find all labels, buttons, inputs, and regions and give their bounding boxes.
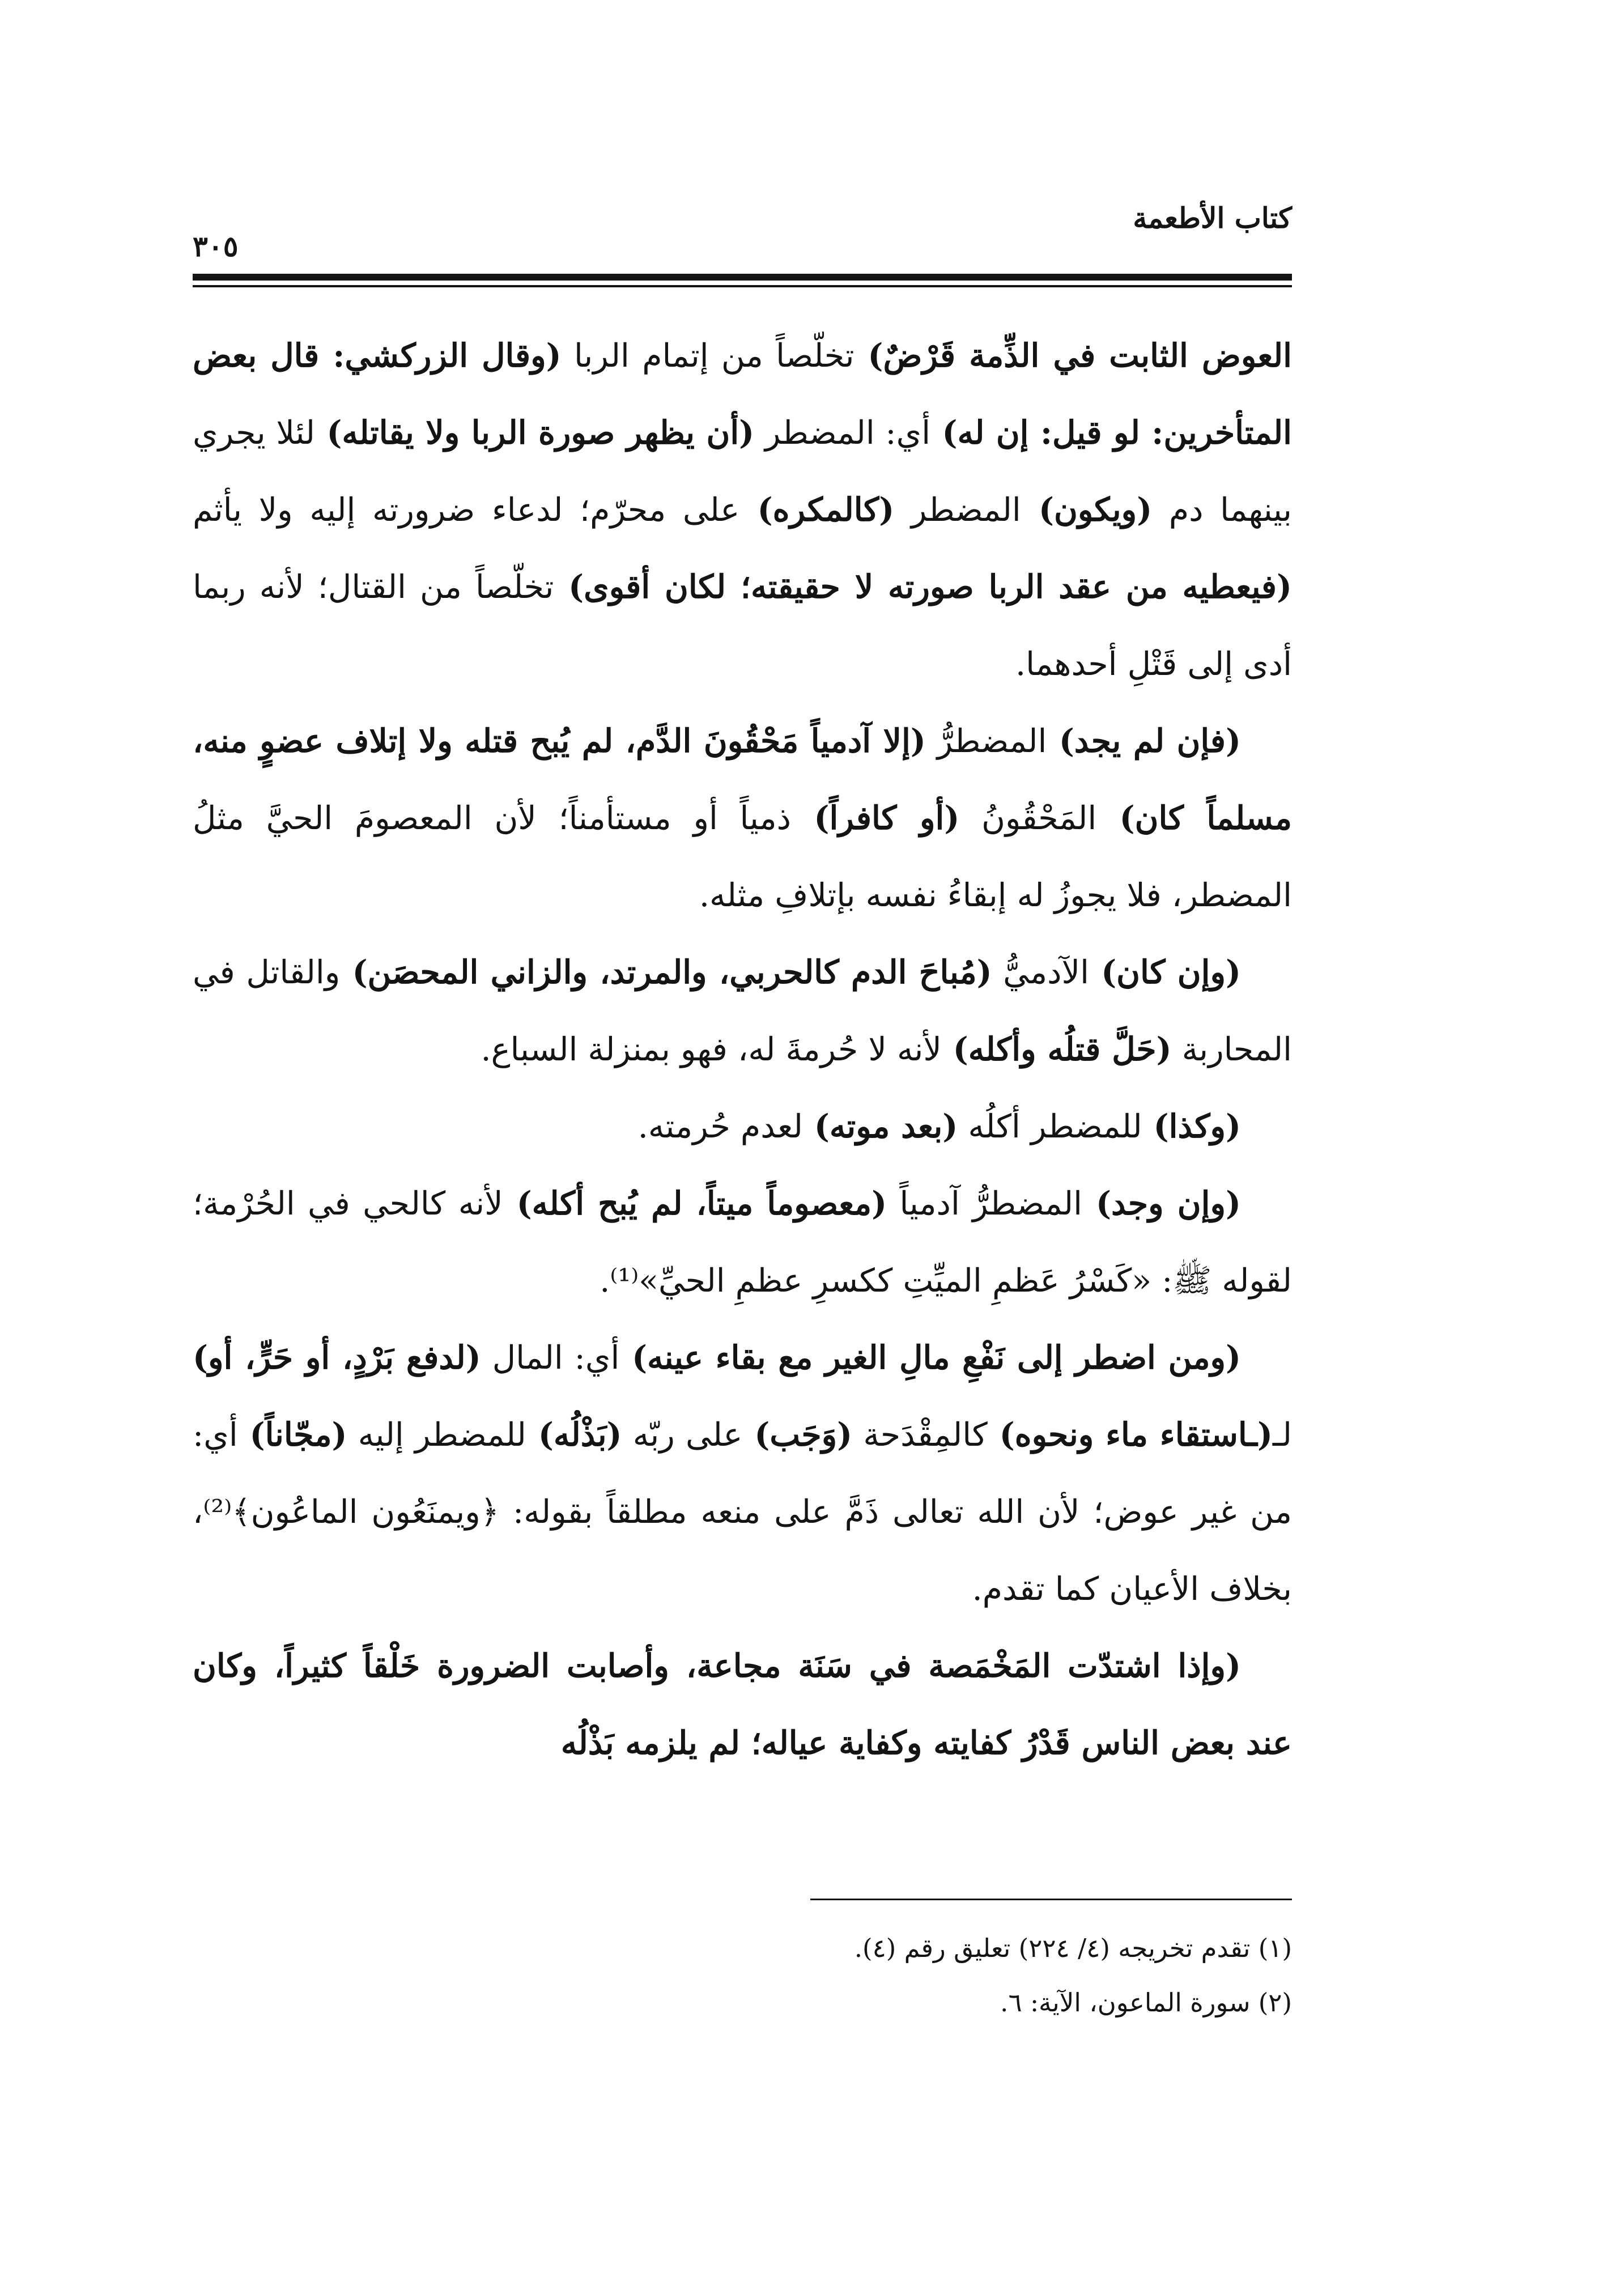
bold-segment: (بعد موته) <box>803 1107 958 1145</box>
bold-segment: (مجّاناً) <box>237 1416 347 1454</box>
bold-segment: (وإن كان) <box>1089 953 1241 991</box>
text-segment: على محرّم؛ لدعاء ضرورته إليه ولا يأثم <box>193 491 740 529</box>
bold-segment: (وإذا اشتدّت المَخْمَصة في سَنَة مجاعة، وأصابت الضرورة خَلْقاً كثيراً، وكان عند بعض الناس قَدْرُ كفايته وكفاية عياله؛ لم يلزمه بَذْلُه <box>193 1647 1292 1762</box>
bold-segment: (فإن لم يجد) <box>1047 722 1242 760</box>
text-segment: للمضطر إليه <box>347 1416 526 1454</box>
bold-segment: (ويكون) <box>1021 491 1153 529</box>
paragraph-4 <box>193 1088 1292 1165</box>
bold-segment: (وَجَب) <box>742 1416 853 1454</box>
bold-segment: (أو كافراً) <box>791 799 960 837</box>
text-segment: أي: من غير عوض؛ لأن الله تعالى ذَمَّ على منعه مطلقاً بقوله: ﴿ويمنَعُون الماعُون﴾⁽²⁾، بخلاف الأعيان كما تقدم. <box>193 1416 1292 1608</box>
bold-segment: (إلا آدمياً مَحْقُونَ الدَّم، لم يُبح قتله ولا إتلاف عضوٍ منه، مسلماً كان) <box>193 722 1293 837</box>
bold-segment: (وكذا) <box>1142 1107 1241 1145</box>
text-segment: أي: المضطر <box>754 414 931 452</box>
bold-segment: (ومن اضطر إلى نَفْعِ مالِ الغير مع بقاء عينه) <box>619 1339 1241 1377</box>
text-segment: أي: المال <box>481 1339 620 1377</box>
footnote-separator <box>810 1899 1292 1900</box>
text-segment: والقاتل في المحاربة <box>193 954 1292 1068</box>
header-rule-thin <box>193 285 1292 287</box>
bold-segment: (وقال الزركشي: قال بعض المتأخرين: لو قيل: إن له) <box>193 337 1293 452</box>
bold-segment: (لدفع بَرْدٍ، أو حَرٍّ، أو) <box>193 1339 481 1377</box>
text-segment: للمضطر أكلُه <box>958 1108 1142 1145</box>
footnote-1: (١) تقدم تخريجه (٤/ ٢٢٤) تعليق رقم (٤). <box>854 1933 1292 1963</box>
page <box>193 170 1292 2210</box>
paragraph-6 <box>193 1319 1292 1628</box>
paragraph-7 <box>193 1628 1292 1782</box>
text-segment: على ربّه <box>622 1416 743 1454</box>
page-header <box>193 170 1292 263</box>
bold-segment: (أن يظهر صورة الربا ولا يقاتله) <box>315 414 755 452</box>
text-segment: لعدم حُرمته. <box>637 1108 804 1145</box>
bold-segment: (معصوماً ميتاً، لم يُبح أكله) <box>503 1184 887 1222</box>
paragraph-1 <box>193 317 1292 703</box>
text-segment: ذمياً أو مستأمناً؛ لأن المعصومَ الحيَّ مثلُ المضطر، فلا يجوزُ له إبقاءُ نفسه بإتلافِ مثله. <box>193 800 1292 914</box>
text-segment: لأنه كالحي في الحُرْمة؛ لقوله ﷺ: «كَسْرُ عَظمِ الميِّتِ ككسرِ عظمِ الحيِّ»⁽¹⁾. <box>193 1185 1292 1300</box>
bold-segment: (وإن وجد) <box>1082 1184 1241 1222</box>
text-segment: الآدميُّ <box>992 954 1089 991</box>
footnote-2: (٢) سورة الماعون، الآية: ٦. <box>1000 1988 1292 2018</box>
main-text <box>193 317 1292 1782</box>
paragraph-5 <box>193 1165 1292 1319</box>
bold-segment: (فيعطيه من عقد الربا صورته لا حقيقته؛ لكان أقوى) <box>554 568 1292 606</box>
page-number: ٣٠٥ <box>193 230 239 263</box>
bold-segment: العوض الثابت في الذِّمة قَرْضٌ) <box>854 337 1293 375</box>
bold-segment: (مُباحَ الدم كالحربي، والمرتد، والزاني المحصَن) <box>340 953 992 991</box>
text-segment: لأنه لا حُرمةَ له، فهو بمنزلة السباع. <box>481 1031 942 1068</box>
bold-segment: (كالمكره) <box>739 491 895 529</box>
text-segment: تخلّصاً من إتمام الربا <box>561 337 854 375</box>
text-segment: كالمِقْدَحة <box>852 1416 988 1454</box>
bold-segment: (بَذْلُه) <box>526 1416 622 1454</box>
text-segment: المضطرُّ آدمياً <box>887 1185 1082 1222</box>
header-rule-thick <box>193 274 1292 281</box>
text-segment: تخلّصاً من القتال؛ لأنه ربما أدى إلى قَتْلِ أحدهما. <box>193 568 1292 683</box>
running-title: كتاب الأطعمة <box>1133 201 1292 235</box>
text-segment: المَحْقُونُ <box>959 800 1097 837</box>
text-segment: المضطرُّ <box>925 723 1047 760</box>
bold-segment: (ـاستقاء ماء ونحوه) <box>987 1416 1273 1454</box>
text-segment: لئلا يجري بينهما دم <box>193 414 1292 529</box>
text-segment: لـ <box>1272 1416 1292 1454</box>
bold-segment: (حَلَّ قتلُه وأكله) <box>941 1030 1172 1068</box>
text-segment: المضطر <box>894 491 1021 529</box>
paragraph-3 <box>193 934 1292 1088</box>
paragraph-2 <box>193 703 1292 934</box>
footnotes <box>193 1921 1292 2030</box>
